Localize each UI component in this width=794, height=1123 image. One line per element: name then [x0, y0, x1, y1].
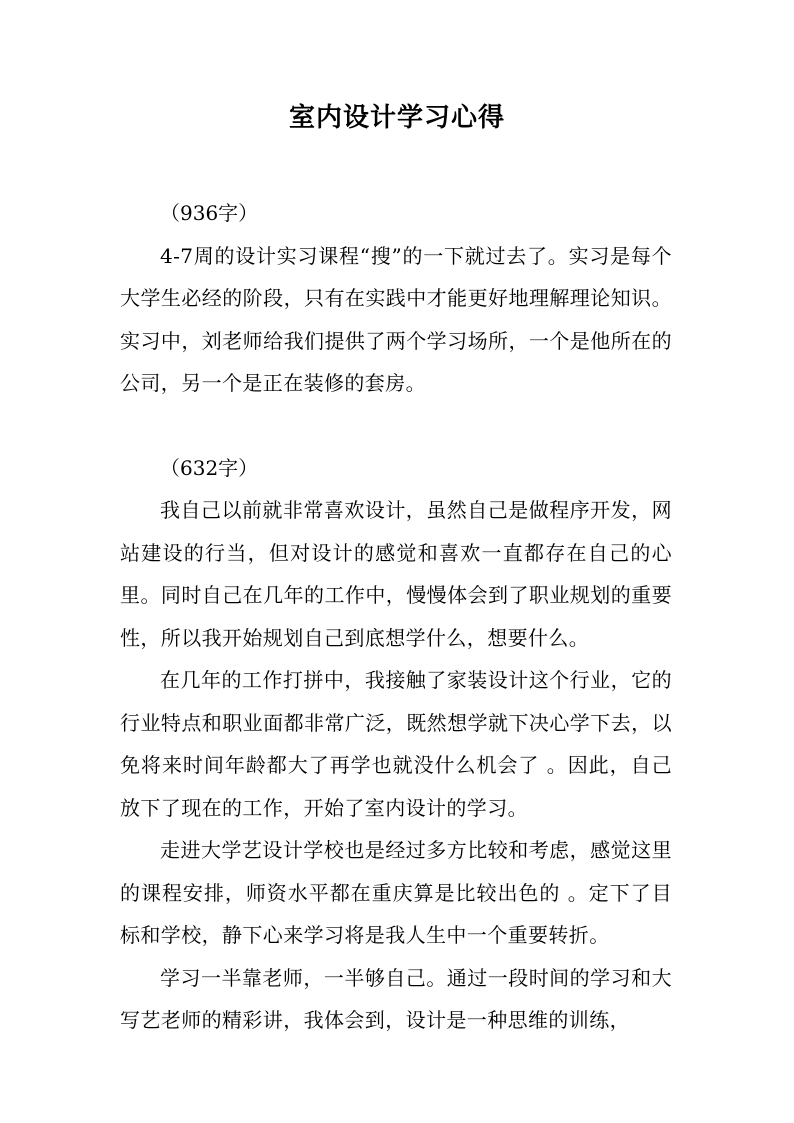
document-body [120, 192, 672, 1042]
paragraph: 走进大学艺设计学校也是经过多方比较和考虑，感觉这里的课程安排，师资水平都在重庆算是比较出色的 。定下了目标和学校，静下心来学习将是我人生中一个重要转折。 [120, 838, 672, 947]
paragraph: 学习一半靠老师，一半够自己。通过一段时间的学习和大写艺老师的精彩讲，我体会到，设计是一种思维的训练， [120, 965, 672, 1032]
word-count-label: （632字） [160, 455, 259, 480]
section-spacer [120, 405, 672, 447]
section-1 [120, 192, 672, 405]
page-title: 室内设计学习心得 [288, 103, 505, 133]
paragraph: 我自己以前就非常喜欢设计，虽然自己是做程序开发，网站建设的行当，但对设计的感觉和喜欢一直都存在自己的心里。同时自己在几年的工作中，慢慢体会到了职业规划的重要性，所以我开始规划自己到底想学什么，想要什么。 [120, 498, 672, 650]
word-count-label: （936字） [160, 201, 259, 225]
paragraph: 4-7周的设计实习课程“搜”的一下就过去了。实习是每个大学生必经的阶段，只有在实践中才能更好地理解理论知识。实习中，刘老师给我们提供了两个学习场所，一个是他所在的公司，另一个是正在装修的套房。 [120, 243, 672, 395]
paragraph: 在几年的工作打拼中，我接触了家装设计这个行业，它的行业特点和职业面都非常广泛，既然想学就下决心学下去，以免将来时间年龄都大了再学也就没什么机会了 。因此，自己放下了现在的工作，开始了室内设计的学习。 [120, 668, 672, 820]
section-2 [120, 447, 672, 1042]
